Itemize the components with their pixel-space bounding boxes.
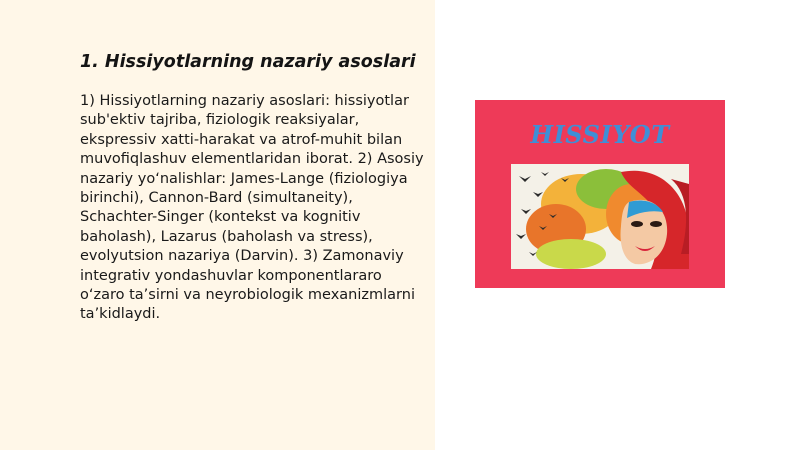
face-artwork: [511, 164, 689, 269]
slide-body-text: 1) Hissiyotlarning nazariy asoslari: hissiyotlar sub'ektiv tajriba, fiziologik reaksiyalar, ekspressiv xatti-harakat va atrof-muhit bilan muvofiqlashuv elementlaridan iborat. 2) Asosiy nazariy yo‘nalishlar: James-Lange (fiziologiya birinchi), Cannon-Bard (simultaneity), Schachter-Singer (kontekst va kognitiv baholash), Lazarus (baholash va stress), evolyutsion nazariya (Darvin). 3) Zamonaviy integrativ yondashuvlar komponentlararo o‘zaro ta’sirni va neyrobiologik mexanizmlarni ta’kidlaydi.: [80, 93, 424, 323]
illustration-caption: HISSIYOT: [530, 120, 670, 149]
emotion-illustration: [475, 100, 725, 288]
slide-title: 1. Hissiyotlarning nazariy asoslari: [80, 52, 416, 72]
